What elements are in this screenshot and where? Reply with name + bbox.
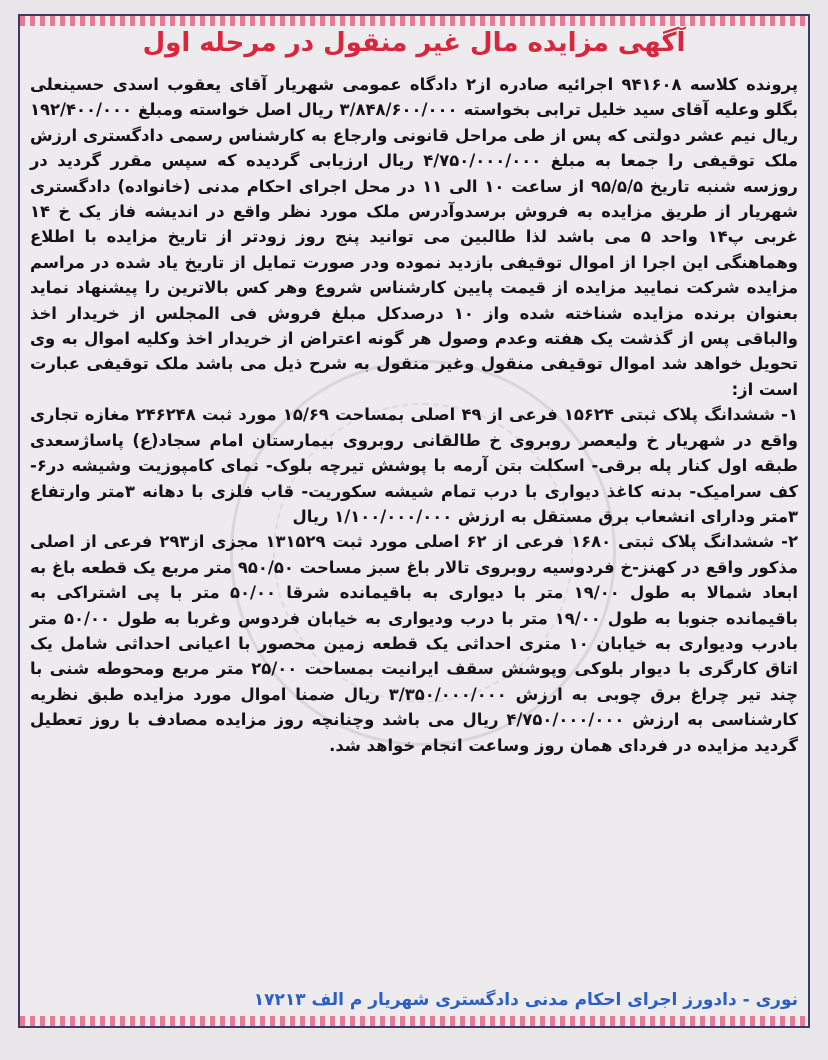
notice-title: آگهی مزایده مال غیر منقول در مرحله اول bbox=[142, 28, 686, 58]
decorative-top-border bbox=[20, 16, 808, 26]
notice-intro-paragraph: پرونده کلاسه ۹۴۱۶۰۸ اجرائیه صادره از۲ دادگاه عمومی شهریار آقای یعقوب اسدی حسینعلی بگلو وعلیه آقای سید خلیل ترابی بخواسته ۳/۸۴۸/۶۰۰/۰۰۰ ریال اصل خواسته ومبلغ ۱۹۲/۴۰۰/۰۰۰ ریال نیم عشر دولتی که پس از طی مراحل قانونی وارجاع به کارشناس رسمی دادگستری ارزش ملک توقیفی را جمعا به مبلغ ۴/۷۵۰/۰۰۰/۰۰۰ ریال ارزیابی گردیده که سپس مقرر گردید در روزسه شنبه تاریخ ۹۵/۵/۵ از ساعت ۱۰ الی ۱۱ در محل اجرای احکام مدنی (خانواده) دادگستری شهریار از طریق مزایده به فروش برسدوآدرس ملک مورد نظر واقع در اندیشه فاز یک خ ۱۴ غربی پ۱۴ واحد ۵ می باشد لذا طالبین می توانید پنج روز زودتر از تاریخ مزایده با اطلاع وهماهنگی این اجرا از اموال توقیفی بازدید نموده ودر صورت تمایل از تاریخ یاد شده در مراسم مزایده شرکت نمایید مزایده از قیمت پایین کارشناس شروع وهر کس بالاترین را پیشنهاد نماید بعنوان برنده مزایده شناخته شده واز ۱۰ درصدکل مبلغ فروش فی المجلس از خریدار اخذ والباقی پس از گذشت یک هفته وعدم وصول هر گونه اعتراض از خریدار اخذ وکلیه اموال به وی تحویل خواهد شد اموال توقیفی منقول وغیر منقول به شرح ذیل می باشد ملک توقیفی عبارت است از: bbox=[30, 75, 798, 399]
property-item-2: ۲- ششدانگ پلاک ثبتی ۱۶۸۰ فرعی از ۶۲ اصلی مورد ثبت ۱۳۱۵۲۹ مجزی از۲۹۳ فرعی از اصلی مذکور واقع در کهنز-خ فردوسیه روبروی تالار باغ سبز مساحت ۹۵۰/۵۰ متر مربع یک قطعه باغ به ابعاد شمالا به طول ۱۹/۰۰ متر با دیواری به باقیمانده شرقا ۵۰/۰۰ متر با پی اشتراکی به باقیمانده جنوبا به طول ۱۹/۰۰ متر با درب ودیواری به خیابان فردوس وغربا به طول ۵۰/۰۰ متر بادرب ودیواری به خیابان ۱۰ متری احداثی یک قطعه زمین محصور با اعیانی احداثی شامل یک اتاق کارگری با دیوار بلوکی وپوشش سقف ایرانیت بمساحت ۲۵/۰۰ متر مربع ومحوطه شنی با چند تیر چراغ برق چوبی به ارزش ۳/۳۵۰/۰۰۰/۰۰۰ ریال ضمنا اموال مورد مزایده طبق نظریه کارشناسی به ارزش ۴/۷۵۰/۰۰۰/۰۰۰ ریال می باشد وچنانچه روز مزایده مصادف با روز تعطیل گردید مزایده در فردای همان روز وساعت انجام خواهد شد. bbox=[30, 532, 799, 755]
notice-signature-footer: نوری - دادورز اجرای احکام مدنی دادگستری شهریار م الف ۱۷۲۱۳ bbox=[253, 990, 798, 1010]
notice-body bbox=[30, 72, 798, 758]
property-item-1: ۱- ششدانگ پلاک ثبتی ۱۵۶۲۴ فرعی از ۴۹ اصلی بمساحت ۱۵/۶۹ مورد ثبت ۲۴۶۲۴۸ مغازه تجاری واقع در شهریار خ ولیعصر روبروی خ طالقانی روبروی بیمارستان امام سجاد(ع) پاساژسعدی طبقه اول کنار پله برقی- اسکلت بتن آرمه با پوشش تیرچه بلوک- نمای کامپوزیت وشیشه در۶-کف سرامیک- بدنه کاغذ دیواری با درب تمام شیشه سکوریت- قاب فلزی با دهانه ۳متر وارتفاع ۳متر ودارای انشعاب برق مستقل به ارزش ۱/۱۰۰/۰۰۰/۰۰۰ ریال bbox=[30, 405, 798, 526]
decorative-bottom-border bbox=[20, 1016, 808, 1026]
